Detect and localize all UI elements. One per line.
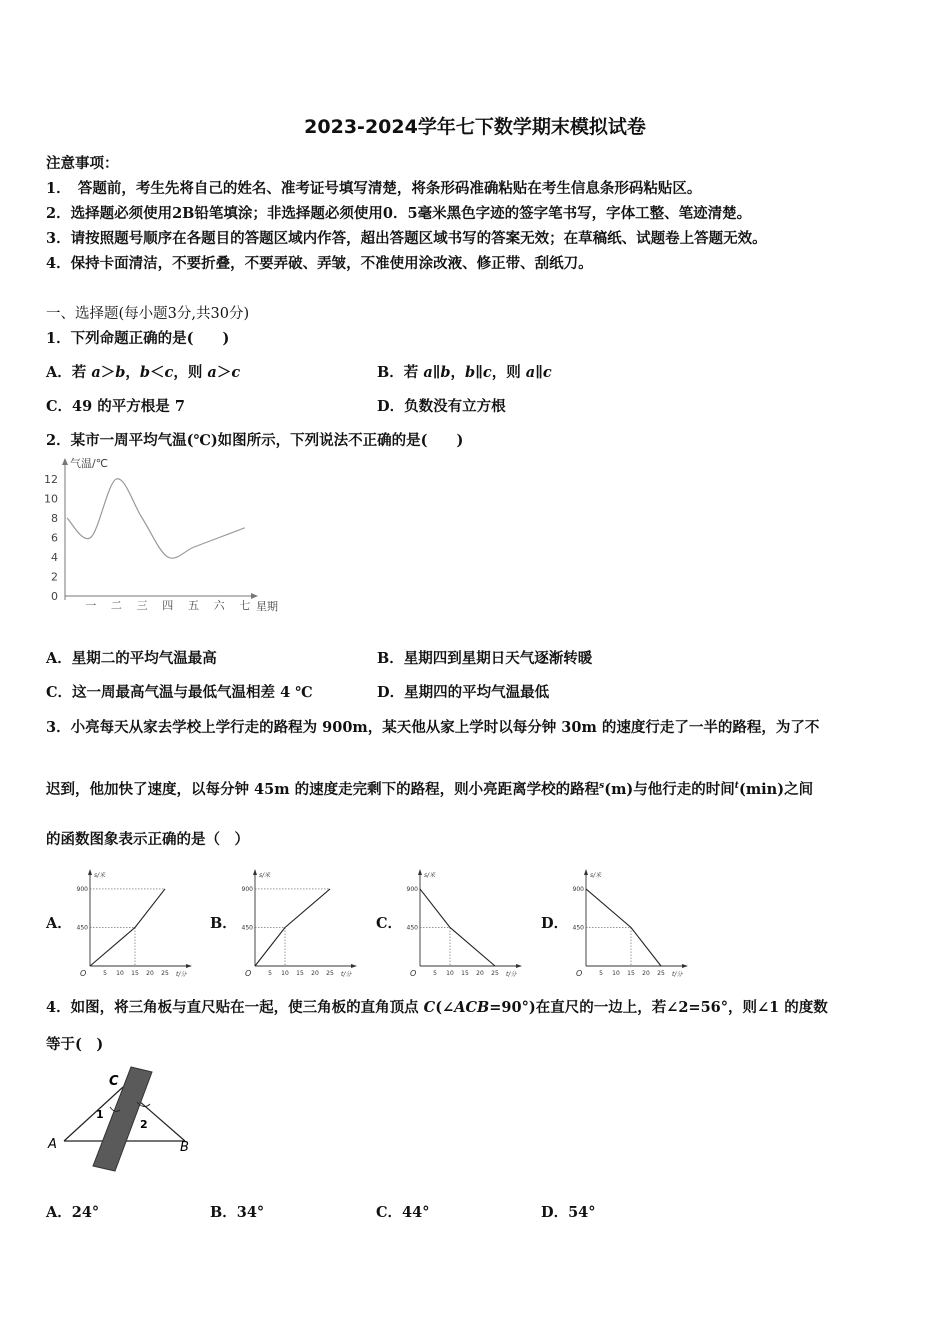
notice-item-1: 1． 答题前，考生先将自己的姓名、准考证号填写清楚，将条形码准确粘贴在考生信息条形码粘贴区。 [46,180,702,197]
y-tick-label: 8 [51,512,58,525]
q4-option-c: C．44° [376,1204,430,1221]
y-axis-label: s/米 [590,872,602,879]
x-tick-label: 5 [103,970,107,977]
x-axis-arrow [351,964,357,968]
y-tick-label: 10 [44,492,58,506]
y-ticks [44,473,58,603]
y-axis-arrow [88,869,92,875]
x-axis-label: t/分 [176,971,187,978]
q3-line-1: 3．小亮每天从家去学校上学行走的路程为 900m，某天他从家上学时以每分钟 30m 的速度行走了一半的路程，为了不 [46,719,820,736]
q3-line-2: 迟到，他加快了速度，以每分钟 45m 的速度走完剩下的路程，则小亮距离学校的路程$^s$(m)与他行走的时间$^t$(min)之间 [46,781,814,798]
q3-graph-a [68,868,203,978]
notice-item-3: 3．请按照题号顺序在各题目的答题区域内作答，超出答题区域书写的答案无效；在草稿纸、试题卷上答题无效。 [46,230,767,247]
q1-option-c: C．49 的平方根是 7 [46,398,185,415]
x-tick-label: 5 [268,970,272,977]
y-tick-label: 4 [51,551,58,564]
x-tick-label: 15 [461,970,469,977]
q3-option-c-label: C． [376,915,403,932]
x-tick-label: 20 [476,970,484,977]
q3-graph-d [564,862,699,978]
x-tick-label: 5 [433,970,437,977]
x-tick-label: 25 [161,970,169,977]
y-axis-label: s/米 [424,872,436,879]
x-tick-label: 10 [116,970,124,977]
y-tick-label: 6 [51,531,58,545]
q3-line-3: 的函数图象表示正确的是（ ） [46,831,249,848]
q4-option-a: A．24° [46,1204,100,1221]
notice-item-2: 2．选择题必须使用2B铅笔填涂；非选择题必须使用0．5毫米黑色字迹的签字笔书写，字体工整、笔迹清楚。 [46,205,752,222]
x-tick-label: 10 [281,970,289,977]
x-tick-label: 15 [296,970,304,977]
origin-label: O [80,969,87,978]
y-axis-label: s/米 [94,872,106,879]
q2-option-d: D．星期四的平均气温最低 [377,684,550,701]
y-tick-label: 900 [76,885,88,893]
y-tick-label: 450 [241,924,253,932]
q1-option-d: D．负数没有立方根 [377,398,506,415]
x-tick-label: 一 [85,599,97,612]
distance-time-line [255,889,330,966]
label-angle-2: 2 [140,1118,148,1131]
q2-option-c: C．这一周最高气温与最低气温相差 4 ℃ [46,684,313,701]
y-tick-label: 450 [76,924,88,932]
y-axis-label: s/米 [259,872,271,879]
x-tick-label: 20 [311,970,319,977]
x-tick-label: 15 [627,970,635,977]
q2-option-a: A．星期二的平均气温最高 [46,650,217,667]
x-axis-arrow [186,964,192,968]
y-axis-arrow [62,458,68,465]
q3-graph-c [398,868,533,978]
x-tick-label: 20 [146,970,154,977]
y-tick-label: 900 [572,885,584,893]
q1-option-b: B．若 a∥b，b∥c，则 a∥c [377,364,552,381]
q4-figure [40,1062,210,1182]
x-axis-label: t/分 [341,971,352,978]
notice-item-4: 4．保持卡面清洁，不要折叠，不要弄破、弄皱，不准使用涂改液、修正带、刮纸刀。 [46,255,593,272]
q4-option-d: D．54° [541,1204,596,1221]
x-axis-label: t/分 [672,971,683,978]
q3-graph-b [233,868,368,978]
temperature-line [67,479,245,558]
x-tick-label: 25 [491,970,499,977]
x-tick-label: 六 [213,599,225,612]
label-a: A [48,1137,57,1152]
section-heading: 一、选择题(每小题3分,共30分) [46,306,250,322]
label-b: B [180,1140,189,1155]
x-axis-label: 星期 [256,600,278,613]
x-tick-label: 七 [239,599,251,612]
y-axis-arrow [584,869,588,875]
x-tick-label: 四 [162,599,174,612]
y-tick-label: 900 [406,885,418,893]
q1-stem: 1．下列命题正确的是( ) [46,330,230,347]
y-axis-arrow [253,869,257,875]
x-axis-arrow [251,593,258,599]
distance-time-line [420,889,495,966]
x-tick-label: 10 [612,970,620,977]
x-tick-label: 三 [136,599,148,612]
x-axis-arrow [516,964,522,968]
origin-label: O [410,969,417,978]
notice-heading: 注意事项： [46,155,119,172]
x-tick-label: 二 [110,599,122,612]
x-tick-label: 20 [642,970,650,977]
page-title: 2023-2024学年七下数学期末模拟试卷 [304,116,646,138]
q4-line-1: 4．如图，将三角板与直尺贴在一起，使三角板的直角顶点 C(∠ACB=90°)在直尺的一边上，若∠2=56°，则∠1 的度数 [46,999,828,1016]
y-tick-label: 450 [572,924,584,932]
x-ticks [85,598,250,612]
x-tick-label: 25 [326,970,334,977]
q1-option-a: A．若 a＞b，b＜c，则 a＞c [46,364,241,381]
x-tick-label: 15 [131,970,139,977]
x-tick-label: 10 [446,970,454,977]
origin-label: O [576,969,583,978]
q3-option-d-label: D． [541,915,569,932]
y-tick-label: 0 [51,590,58,603]
y-axis-arrow [418,869,422,875]
x-axis-label: t/分 [506,971,517,978]
q2-option-b: B．星期四到星期日天气逐渐转暖 [377,650,593,667]
q2-stem: 2．某市一周平均气温(℃)如图所示，下列说法不正确的是( ) [46,432,464,449]
x-tick-label: 五 [188,599,199,612]
q4-line-2: 等于( ) [46,1036,104,1053]
x-tick-label: 5 [599,970,603,977]
y-tick-label: 450 [406,924,418,932]
q4-option-b: B．34° [210,1204,265,1221]
y-tick-label: 900 [241,885,253,893]
y-tick-label: 12 [44,473,58,486]
x-axis-arrow [682,964,688,968]
temperature-chart [40,452,290,622]
q3-option-b-label: B． [210,915,237,932]
origin-label: O [245,969,252,978]
q3-option-a-label: A． [46,915,72,932]
y-tick-label: 2 [51,570,58,584]
x-tick-label: 25 [657,970,665,977]
label-angle-1: 1 [96,1108,104,1121]
y-axis-label: 气温/℃ [70,457,109,470]
label-c: C [109,1074,119,1089]
